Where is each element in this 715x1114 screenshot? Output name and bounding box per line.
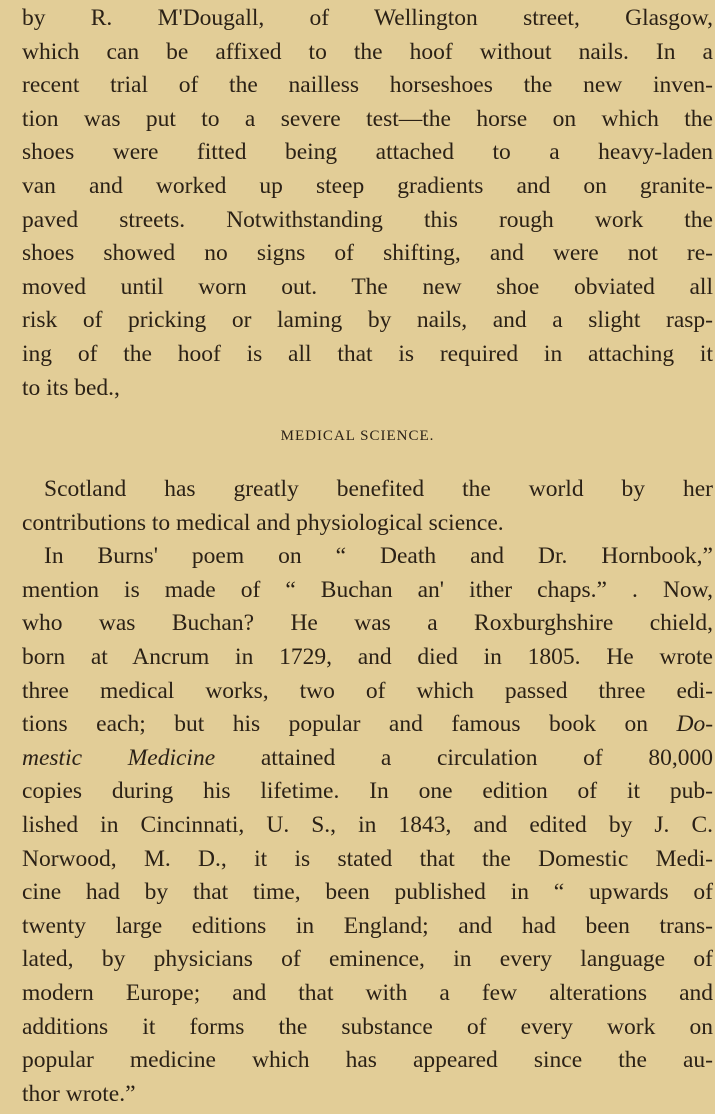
text-line: additions it forms the substance of every work on <box>22 1013 713 1040</box>
text-line: cine had by that time, been published in “ upwards of <box>22 879 713 906</box>
text-line: Scotland has greatly benefited the world by her <box>44 476 713 502</box>
text-line: In Burns' poem on “ Death and Dr. Hornbook,” <box>44 543 713 570</box>
text-line: copies during his lifetime. In one edition of it pub- <box>22 778 713 805</box>
text-line: born at Ancrum in 1729, and died in 1805. He wrote <box>22 643 713 670</box>
text-line: ing of the hoof is all that is required in attaching it <box>22 340 713 367</box>
text-line: shoes were fitted being attached to a heavy-laden <box>22 139 713 166</box>
text-line: twenty large editions in England; and had been trans- <box>22 912 713 939</box>
text-line: lished in Cincinnati, U. S., in 1843, and edited by J. C. <box>22 811 713 838</box>
text-line: popular medicine which has appeared since the au- <box>22 1047 713 1074</box>
text-segment: attained a circulation of 80,000 <box>260 744 713 771</box>
text-line <box>22 708 713 742</box>
text-line: to its bed., <box>22 374 120 401</box>
section-heading: MEDICAL SCIENCE. <box>280 428 435 444</box>
text-line: contributions to medical and physiological science. <box>22 509 504 536</box>
text-line <box>22 742 713 776</box>
text-line: recent trial of the nailless horseshoes the new inven- <box>22 72 713 99</box>
text-line: tion was put to a severe test—the horse on which the <box>22 105 713 132</box>
text-line: risk of pricking or laming by nails, and a slight rasp- <box>22 307 713 334</box>
text-line: Norwood, M. D., it is stated that the Domestic Medi- <box>22 845 713 872</box>
text-line: by R. M'Dougall, of Wellington street, Glasgow, <box>22 5 713 31</box>
text-line: moved until worn out. The new shoe obviated all <box>22 273 713 300</box>
text-segment: tions each; but his popular and famous book on <box>22 711 648 738</box>
text-line: paved streets. Notwithstanding this rough work the <box>22 206 713 233</box>
text-line: three medical works, two of which passed three edi- <box>22 677 713 704</box>
text-line: shoes showed no signs of shifting, and were not re- <box>22 240 713 267</box>
italic-text: Do- <box>676 711 713 738</box>
text-line: lated, by physicians of eminence, in every language of <box>22 946 713 973</box>
paragraph-medical <box>22 473 713 1111</box>
text-line: van and worked up steep gradients and on granite- <box>22 172 713 199</box>
italic-text: mestic Medicine <box>22 744 216 771</box>
text-line: which can be affixed to the hoof without nails. In a <box>22 38 713 65</box>
text-line: modern Europe; and that with a few alterations and <box>22 979 713 1006</box>
paragraph-horseshoe <box>22 2 713 405</box>
text-line: mention is made of “ Buchan an' ither chaps.” . Now, <box>22 576 713 603</box>
text-line: who was Buchan? He was a Roxburghshire chield, <box>22 610 713 637</box>
text-line: thor wrote.” <box>22 1080 136 1107</box>
